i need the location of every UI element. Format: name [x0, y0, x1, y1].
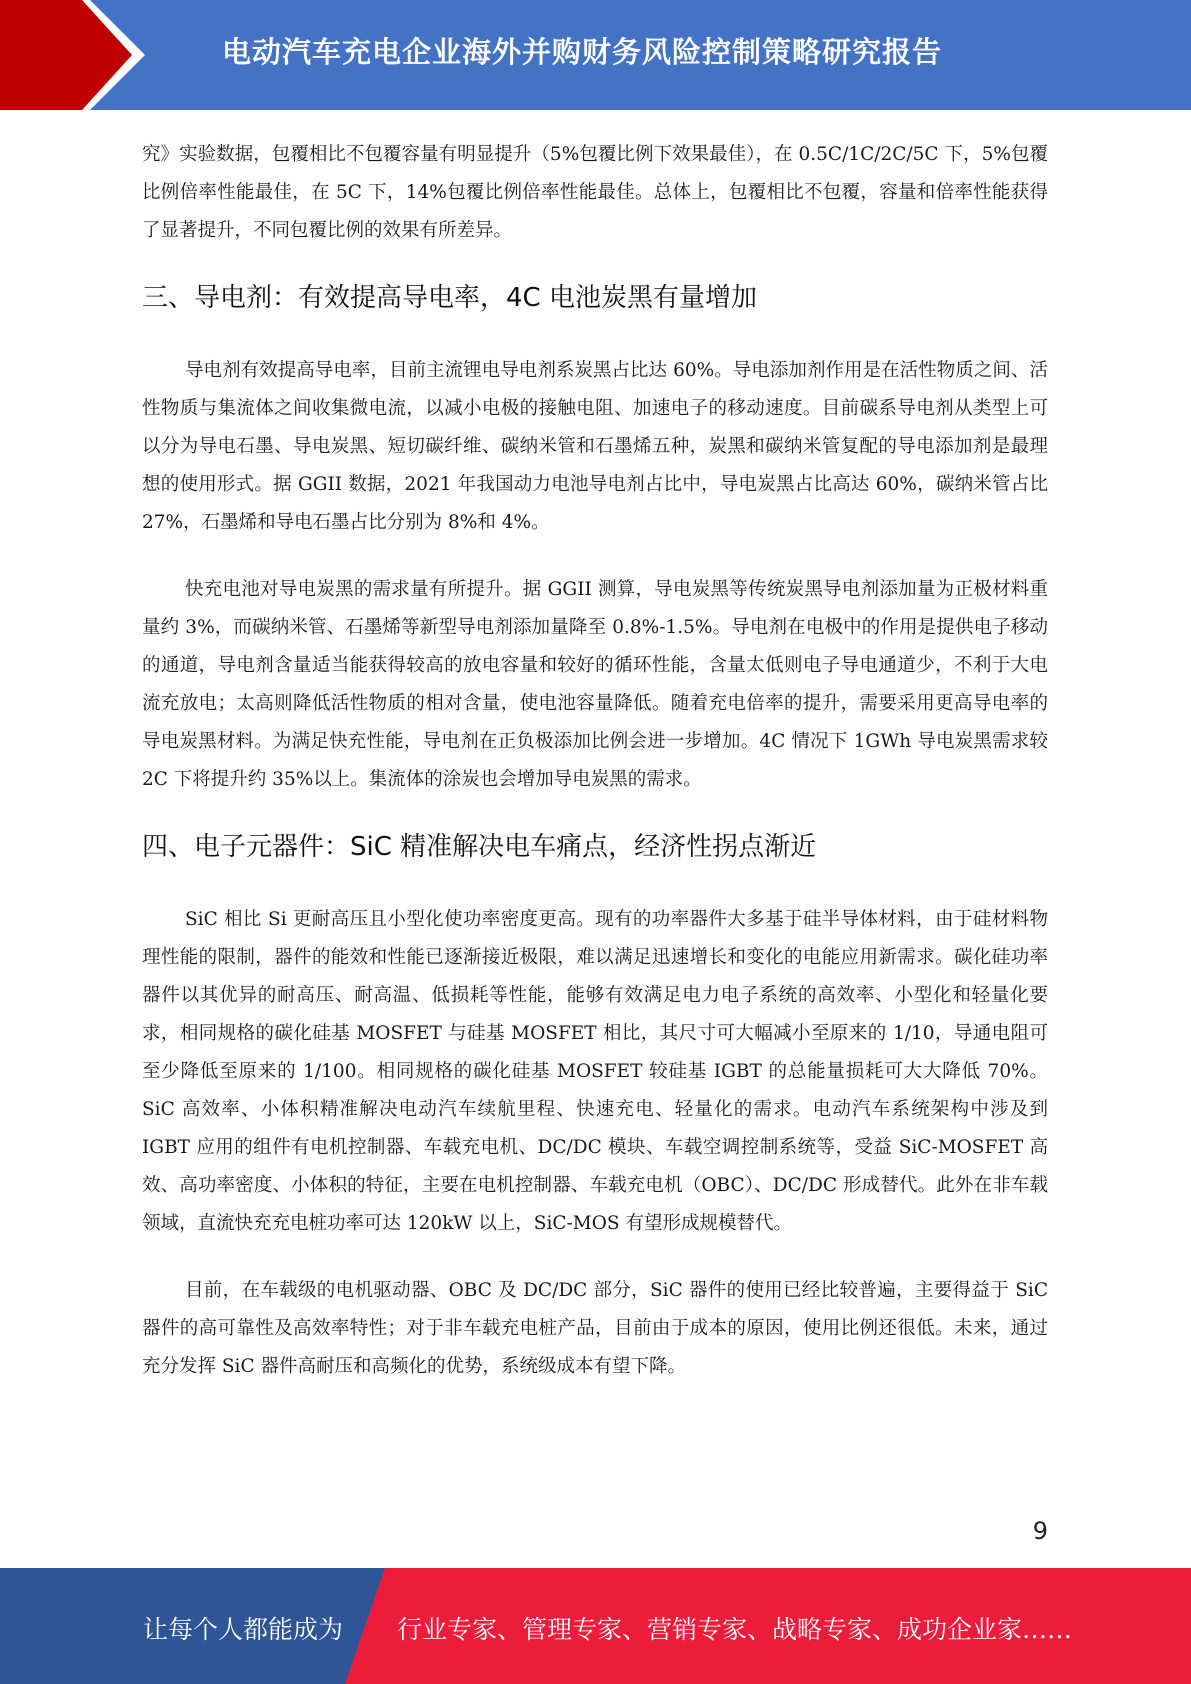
document-body: [142, 136, 1048, 1386]
footer-slogan-left: 让每个人都能成为: [143, 1615, 344, 1644]
header-banner: [0, 0, 1191, 110]
footer-banner: [0, 1568, 1191, 1684]
footer-slogan-right: 行业专家、管理专家、营销专家、战略专家、成功企业家……: [397, 1615, 1073, 1644]
paragraph-sic-current-usage: 目前，在车载级的电机驱动器、OBC 及 DC/DC 部分，SiC 器件的使用已经比较普遍，主要得益于 SiC 器件的高可靠性及高效率特性；对于非车载充电桩产品，目前由于成本的原因，使用比例还很低。未来，通过充分发挥 SiC 器件高耐压和高频化的优势，系统级成本有望下降。: [142, 1280, 1048, 1377]
report-title: 电动汽车充电企业海外并购财务风险控制策略研究报告: [222, 35, 943, 69]
page-number: 9: [1032, 1517, 1048, 1545]
section-heading-electronic-components: 四、电子元器件：SiC 精准解决电车痛点，经济性拐点渐近: [142, 832, 817, 862]
paragraph-sic-vs-si: SiC 相比 Si 更耐高压且小型化使功率密度更高。现有的功率器件大多基于硅半导体材料，由于硅材料物理性能的限制，器件的能效和性能已逐渐接近极限，难以满足迅速增长和变化的电能应用新需求。碳化硅功率器件以其优异的耐高压、耐高温、低损耗等性能，能够有效满足电力电子系统的高效率、小型化和轻量化要求，相同规格的碳化硅基 MOSFET 与硅基 MOSFET 相比，其尺寸可大幅减小至原来的 1/10，导通电阻可至少降低至原来的 1/100。相同规格的碳化硅基 MOSFET 较硅基 IGBT 的总能量损耗可大大降低 70%。SiC 高效率、小体积精准解决电动汽车续航里程、快速充电、轻量化的需求。电动汽车系统架构中涉及到 IGBT 应用的组件有电机控制器、车载充电机、DC/DC 模块、车载空调控制系统等，受益 SiC-MOSFET 高效、高功率密度、小体积的特征，主要在电机控制器、车载充电机（OBC）、DC/DC 形成替代。此外在非车载领域，直流快充充电桩功率可达 120kW 以上，SiC-MOS 有望形成规模替代。: [142, 909, 1048, 1234]
paragraph-fast-charge-carbon-black: 快充电池对导电炭黑的需求量有所提升。据 GGII 测算，导电炭黑等传统炭黑导电剂添加量为正极材料重量约 3%，而碳纳米管、石墨烯等新型导电剂添加量降至 0.8%-1.5%。导电剂在电极中的作用是提供电子移动的通道，导电剂含量适当能获得较高的放电容量和较好的循环性能，含量太低则电子导电通道少，不利于大电流充放电；太高则降低活性物质的相对含量，使电池容量降低。随着充电倍率的提升，需要采用更高导电率的导电炭黑材料。为满足快充性能，导电剂在正负极添加比例会进一步增加。4C 情况下 1GWh 导电炭黑需求较 2C 下将提升约 35%以上。集流体的涂炭也会增加导电炭黑的需求。: [142, 579, 1048, 790]
section-heading-conductive-agent: 三、导电剂：有效提高导电率，4C 电池炭黑有量增加: [142, 283, 757, 313]
paragraph-continued: 究》实验数据，包覆相比不包覆容量有明显提升（5%包覆比例下效果最佳），在 0.5C/1C/2C/5C 下，5%包覆比例倍率性能最佳，在 5C 下，14%包覆比例倍率性能最佳。总体上，包覆相比不包覆，容量和倍率性能获得了显著提升，不同包覆比例的效果有所差异。: [142, 144, 1048, 241]
header-chevron-decoration: [0, 0, 150, 110]
paragraph-conductive-agent: 导电剂有效提高导电率，目前主流锂电导电剂系炭黑占比达 60%。导电添加剂作用是在活性物质之间、活性物质与集流体之间收集微电流，以减小电极的接触电阻、加速电子的移动速度。目前碳系导电剂从类型上可以分为导电石墨、导电炭黑、短切碳纤维、碳纳米管和石墨烯五种，炭黑和碳纳米管复配的导电添加剂是最理想的使用形式。据 GGII 数据，2021 年我国动力电池导电剂占比中，导电炭黑占比高达 60%，碳纳米管占比 27%，石墨烯和导电石墨占比分别为 8%和 4%。: [142, 360, 1048, 533]
